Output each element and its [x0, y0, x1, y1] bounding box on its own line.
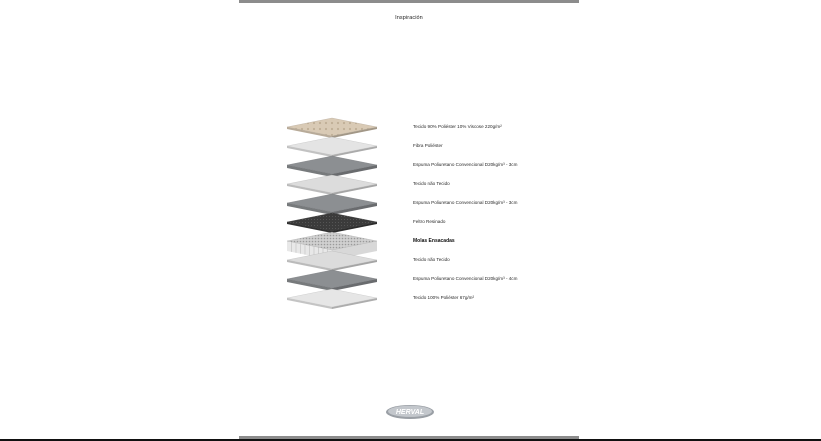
layer-label-8: Tecido não Tecido: [413, 257, 450, 262]
layer-slab-10: [287, 289, 377, 309]
layer-label-4: Tecido não Tecido: [413, 181, 450, 186]
svg-text:HERVAL: HERVAL: [395, 409, 425, 416]
layer-slab-3: [287, 156, 377, 177]
layer-slab-5: [287, 194, 377, 215]
layer-label-6: Feltro Resinado: [413, 219, 446, 224]
layer-label-10: Tecido 100% Poliéster 67g/m²: [413, 295, 475, 300]
layer-slab-2: [287, 137, 377, 157]
herval-logo: [385, 404, 435, 420]
layer-slab-8: [287, 251, 377, 271]
layer-slab-1: [287, 118, 377, 138]
layer-slab-4: [287, 175, 377, 195]
layer-slab-9: [287, 270, 377, 291]
layer-label-1: Tecido 90% Poliéster 10% Viscose 220g/m²: [413, 124, 502, 129]
layer-label-5: Espuma Poliuretano Convencional D20kg/m³ - 3cm: [413, 200, 518, 205]
layer-stack-illustration: [239, 0, 579, 441]
layer-label-2: Fibra Poliéster: [413, 143, 443, 148]
page-title: Inspiración: [395, 15, 423, 21]
layer-label-3: Espuma Poliuretano Convencional D20kg/m³ - 3cm: [413, 162, 518, 167]
layer-slab-6: [287, 213, 377, 233]
layer-label-9: Espuma Poliuretano Convencional D20kg/m³ - 4cm: [413, 276, 518, 281]
layer-label-7: Molas Ensacadas: [413, 238, 455, 244]
document-page: [239, 0, 579, 441]
